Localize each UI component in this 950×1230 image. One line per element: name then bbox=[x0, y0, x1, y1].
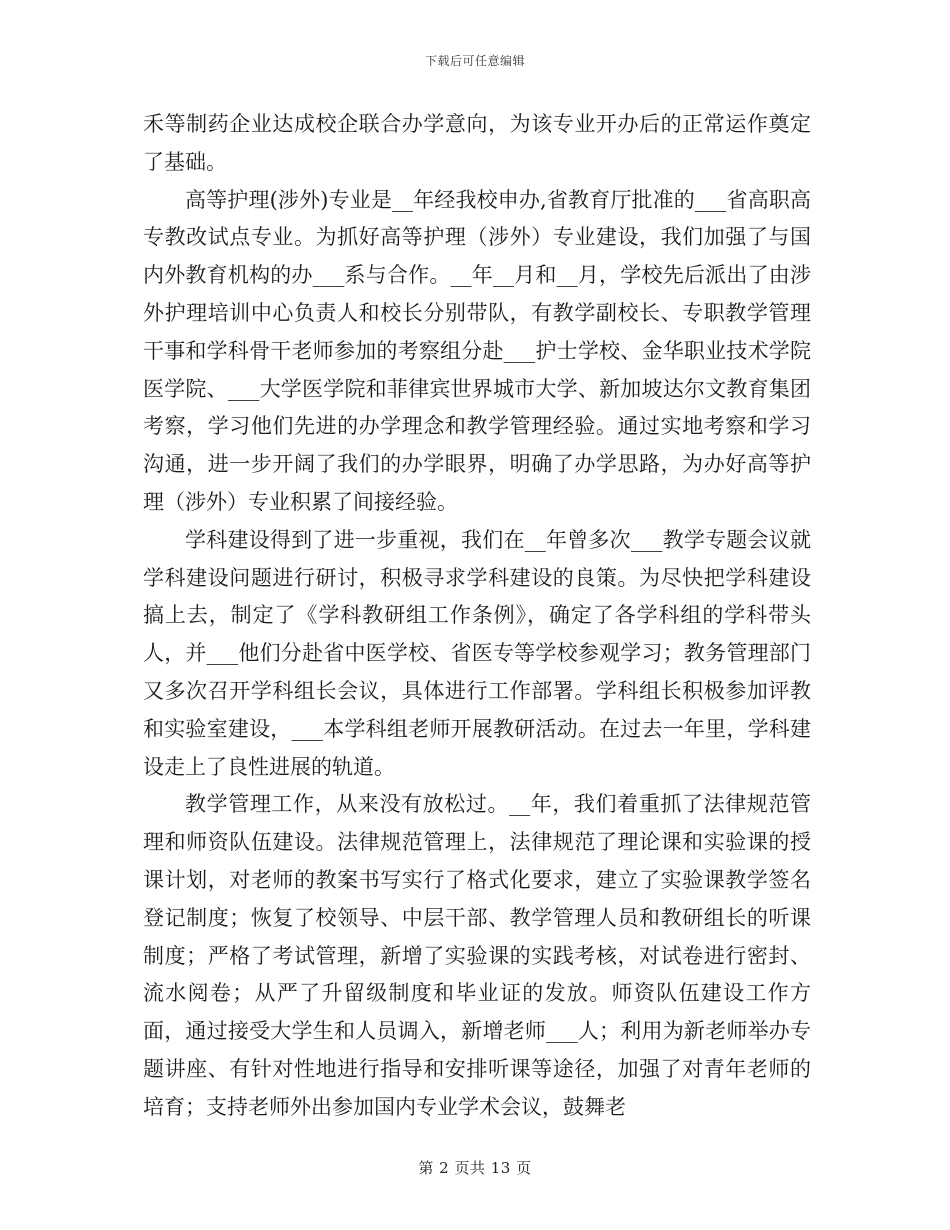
document-body bbox=[143, 106, 811, 1127]
paragraph-nursing-major: 高等护理(涉外)专业是__年经我校申办,省教育厅批准的___省高职高专教改试点专业。为抓好高等护理（涉外）专业建设，我们加强了与国内外教育机构的办___系与合作。__年__月和__月，学校先后派出了由涉外护理培训中心负责人和校长分别带队，有教学副校长、专职教学管理干事和学科骨干老师参加的考察组分赴___护士学校、金华职业技术学院医学院、___大学医学院和菲律宾世界城市大学、新加坡达尔文教育集团考察，学习他们先进的办学理念和教学管理经验。通过实地考察和学习沟通，进一步开阔了我们的办学眼界，明确了办学思路，为办好高等护理（涉外）专业积累了间接经验。 bbox=[143, 187, 811, 514]
paragraph-discipline-building: 学科建设得到了进一步重视，我们在__年曾多次___教学专题会议就学科建设问题进行研讨，积极寻求学科建设的良策。为尽快把学科建设搞上去，制定了《学科教研组工作条例》，确定了各学科组的学科带头人，并___他们分赴省中医学校、省医专等学校参观学习；教务管理部门又多次召开学科组长会议，具体进行工作部署。学科组长积极参加评教和实验室建设，___本学科组老师开展教研活动。在过去一年里，学科建设走上了良性进展的轨道。 bbox=[143, 527, 811, 779]
page-footer: 第 2 页共 13 页 bbox=[418, 1159, 532, 1177]
paragraph-continuation: 禾等制药企业达成校企联合办学意向，为该专业开办后的正常运作奠定了基础。 bbox=[143, 112, 811, 174]
page-header: 下载后可任意编辑 bbox=[424, 54, 525, 68]
paragraph-teaching-management: 教学管理工作，从来没有放松过。__年，我们着重抓了法律规范管理和师资队伍建设。法律规范管理上，法律规范了理论课和实验课的授课计划，对老师的教案书写实行了格式化要求，建立了实验课教学签名登记制度；恢复了校领导、中层干部、教学管理人员和教研组长的听课制度；严格了考试管理，新增了实验课的实践考核，对试卷进行密封、流水阅卷；从严了升留级制度和毕业证的发放。师资队伍建设工作方面，通过接受大学生和人员调入，新增老师___人；利用为新老师举办专题讲座、有针对性地进行指导和安排听课等途径，加强了对青年老师的培育；支持老师外出参加国内专业学术会议，鼓舞老 bbox=[143, 792, 811, 1119]
